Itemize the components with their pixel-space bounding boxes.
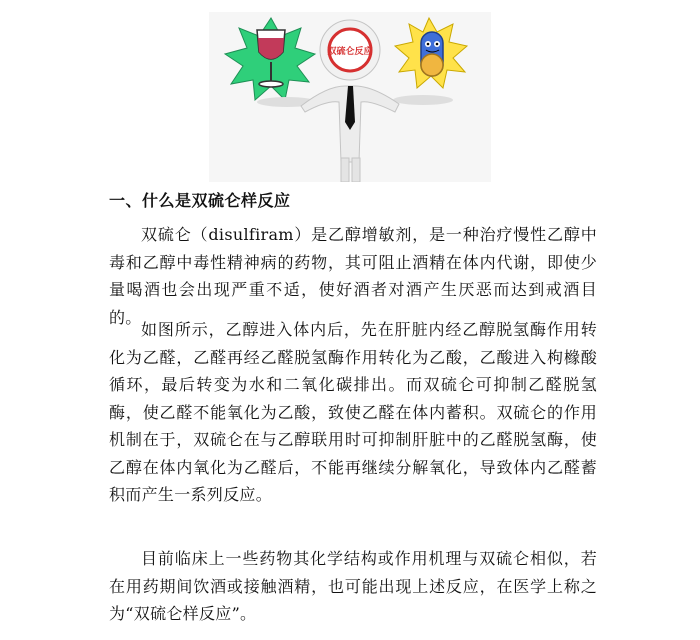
illustration-graphic [209,12,491,182]
paragraph-clinical: 目前临床上一些药物其化学结构或作用机理与双硫仑相似，若在用药期间饮酒或接触酒精，也可能出现上述反应，在医学上称之为“双硫仑样反应”。 [109,549,597,623]
section-heading: 一、什么是双硫仑样反应 [109,191,291,210]
badge-text: 双硫仑反应 [327,47,373,57]
paragraph-mechanism: 如图所示，乙醇进入体内后，先在肝脏内经乙醇脱氢酶作用转化为乙醛，乙醛再经乙醛脱氢酶作用转化为乙酸，乙酸进入枸橼酸循环，最后转变为水和二氧化碳排出。而双硫仑可抑制乙醛脱氢酶，使乙醛不能氧化为乙酸，致使乙醛在体内蓄积。双硫仑的作用机制在于，双硫仑在与乙醇联用时可抑制肝脏中的乙醛脱氢酶，使乙醇在体内氧化为乙醛后，不能再继续分解氧化，导致体内乙醛蓄积而产生一系列反应。 [109,320,597,504]
capsule-character-icon [421,32,443,76]
illustration [209,12,491,182]
badge [327,29,372,71]
right-plate [393,95,453,105]
paragraph-intro: 双硫仑（disulfiram）是乙醇增敏剂，是一种治疗慢性乙醇中毒和乙醇中毒性精神病的药物，其可阻止酒精在体内代谢，即使少量喝酒也会出现严重不适，使好酒者对酒产生厌恶而达到戒酒目的。 [109,225,597,327]
